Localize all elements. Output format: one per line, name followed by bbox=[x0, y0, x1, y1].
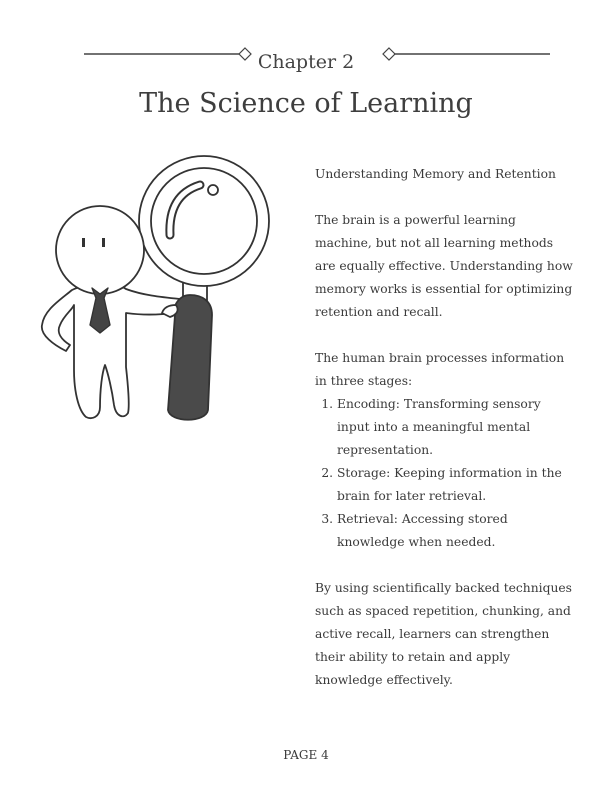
person-head bbox=[56, 206, 144, 294]
person-body bbox=[42, 285, 180, 418]
memory-stages-list bbox=[315, 393, 575, 554]
list-item: 1. Encoding: Transforming sensory input into a meaningful mental representation. bbox=[337, 393, 575, 462]
section-subheading: Understanding Memory and Retention bbox=[315, 167, 556, 181]
list-item: 2. Storage: Keeping information in the brain for later retrieval. bbox=[337, 462, 575, 508]
chapter-content bbox=[315, 163, 575, 715]
intro-paragraph: The brain is a powerful learning machine, but not all learning methods are equally effective. Understanding how memory works is essential for optimizing retention and recall. bbox=[315, 213, 573, 319]
stages-intro-paragraph: The human brain processes information in three stages: bbox=[315, 351, 565, 388]
left-eye bbox=[82, 238, 85, 247]
chapter-label: Chapter 2 bbox=[257, 51, 355, 73]
right-eye bbox=[102, 238, 105, 247]
chapter-title: The Science of Learning bbox=[139, 88, 473, 119]
page-number: PAGE 4 bbox=[283, 748, 329, 762]
techniques-paragraph: By using scientifically backed techniques such as spaced repetition, chunking, and active recall, learners can strengthen their ability to retain and apply knowledge effectively. bbox=[315, 581, 572, 687]
person-with-magnifying-glass-icon bbox=[30, 155, 290, 430]
list-item: 3. Retrieval: Accessing stored knowledge when needed. bbox=[337, 508, 575, 554]
